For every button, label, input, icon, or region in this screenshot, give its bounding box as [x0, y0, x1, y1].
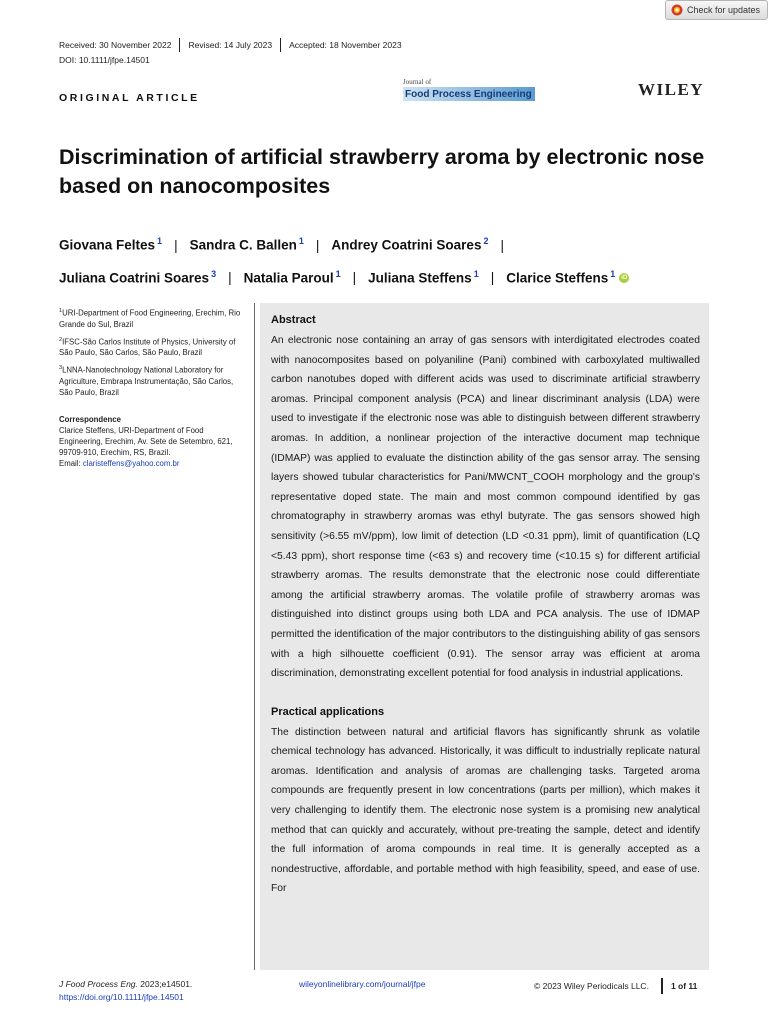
check-updates-label: Check for updates	[687, 5, 761, 15]
article-type: ORIGINAL ARTICLE	[59, 92, 200, 104]
journal-banner	[403, 87, 535, 101]
practical-applications-heading: Practical applications	[271, 705, 385, 718]
footer-citation: J Food Process Eng. 2023;e14501. https://doi.org/10.1111/jfpe.14501	[59, 979, 193, 1002]
author-name[interactable]: Giovana Feltes $^1$	[59, 236, 163, 253]
correspondence-email: Email: claristeffens@yahoo.com.br	[59, 458, 180, 468]
journal-name: Food Process Engineering	[405, 88, 532, 100]
orcid-icon[interactable]: iD	[621, 275, 628, 282]
footer-site-link[interactable]: wileyonlinelibrary.com/journal/jfpe	[299, 979, 426, 989]
column-divider	[254, 303, 255, 970]
journal-abbrev: J Food Process Eng.	[59, 979, 138, 989]
affiliation: $^1$URI-Department of Food Engineering, Erechim, Rio Grande do Sul, Brazil	[59, 308, 241, 329]
abstract-heading: Abstract	[271, 314, 316, 326]
author-name[interactable]: Clarice Steffens $^1$ iD	[506, 268, 628, 285]
author-name[interactable]: Juliana Coatrini Soares $^3$	[59, 268, 217, 285]
author-separator: |	[500, 237, 504, 253]
footer-bar	[661, 978, 663, 994]
affiliation: $^2$IFSC-São Carlos Institute of Physics, University of São Paulo, São Carlos, São Paulo, Brazil	[59, 336, 236, 358]
practical-applications-text: The distinction between natural and artificial flavors has significantly shrunk as volatile chemical technology has advanced. Historically, it was difficult to industrially replicate natural aromas. Identification and analysis of aromas are challenging tasks. Targeted aroma compounds are frequently present in low concentrations (parts per million), which makes it very challenging to identify them. The electronic nose system is a promising new analytical method that can quickly and accurately, without pre-treating the sample, detect and identify the full information of aroma compounds in real time. It is generally accepted as a nondestructive, affordable, and portable method with high feasibility, speed, and ease of use. For	[271, 726, 700, 895]
author-list	[59, 227, 719, 292]
accepted-date: Accepted: 18 November 2023	[280, 38, 409, 52]
author-line-1	[59, 227, 719, 260]
check-updates-icon	[671, 4, 683, 16]
footer-doi-link[interactable]: https://doi.org/10.1111/jfpe.14501	[59, 992, 184, 1002]
author-separator: |	[228, 270, 232, 285]
correspondence-text: Clarice Steffens, URI-Department of Food Engineering, Erechim, Av. Sete de Setembro, 621, 99709-910, Erechim, RS, Brazil.	[59, 425, 233, 457]
check-for-updates-button[interactable]	[665, 0, 768, 20]
received-date: Received: 30 November 2022	[59, 40, 172, 50]
author-separator: |	[490, 270, 495, 285]
doi: DOI: 10.1111/jfpe.14501	[59, 55, 150, 65]
author-name[interactable]: Andrey Coatrini Soares $^2$	[331, 236, 489, 253]
affiliations-sidebar	[59, 306, 249, 469]
author-separator: |	[174, 237, 178, 253]
author-name[interactable]: Sandra C. Ballen $^1$	[189, 236, 304, 253]
revised-date: Revised: 14 July 2023	[179, 38, 280, 52]
footer-right	[534, 978, 697, 994]
journal-prefix: Journal of	[403, 78, 432, 86]
abstract-text: An electronic nose containing an array of gas sensors with interdigitated electrodes coated with nanocomposites based on polyaniline (Pani) combined with carboxylated multiwalled carbon nanotubes doped with different acids was used to discriminate artificial strawberry aromas. Principal component analysis (PCA) and linear discriminant analysis (LDA) were used to investigate if the electronic nose was able to distinguish between different strawberry aromas. In addition, a nonlinear projection of the interactive document map technique (IDMAP) was applied to evaluate the distinction ability of the gas sensor array. The sensing layers showed tubular characteristics for Pani/MWCNT_COOH morphology and the group's representative doped state. The main and most common compound identified by gas chromatography in strawberry aromas was ethyl butyrate. The gas sensors showed high sensitivity (>6.55 mV/ppm), low limit of detection (LD <0.31 ppm), limit of quantification (LQ <5.43 ppm), short response time (<63 s) and recovery time (<10.15 s) for different artificial strawberry aromas. The results demonstrate that the electronic nose could differentiate among the artificial strawberry aromas. The volatile profile of strawberry aromas was distinguished into distinct groups using both LDA and PCA analysis. The use of IDMAP permitted the identification of the major contributors to the distinguishing ability of gas sensors with a high silhouette coefficient (0.91). The sensor array was efficient at aroma discrimination, demonstrating excellent potential for food analysis in industrial applications.	[271, 335, 700, 680]
article-title: Discrimination of artificial strawberry aroma by electronic nose based on nanocomposites	[59, 145, 705, 198]
author-separator: |	[315, 237, 320, 253]
correspondence-heading: Correspondence	[59, 414, 121, 424]
affiliation: $^3$LNNA-Nanotechnology National Laboratory for Agriculture, Embrapa Instrumentação, São Carlos, São Paulo, Brazil	[59, 365, 234, 397]
journal-logo[interactable]	[403, 78, 535, 102]
author-line-2	[59, 260, 719, 293]
author-name[interactable]: Juliana Steffens $^1$	[368, 268, 479, 285]
publisher-logo[interactable]: WILEY	[638, 80, 705, 99]
email-link[interactable]: claristeffens@yahoo.com.br	[82, 458, 180, 468]
author-name[interactable]: Natalia Paroul $^1$	[243, 268, 341, 285]
abstract-box	[260, 303, 709, 970]
author-separator: |	[352, 270, 357, 285]
page-number: 1 of 11	[670, 980, 698, 991]
article-dates	[59, 38, 410, 52]
copyright: © 2023 Wiley Periodicals LLC.	[534, 980, 649, 991]
